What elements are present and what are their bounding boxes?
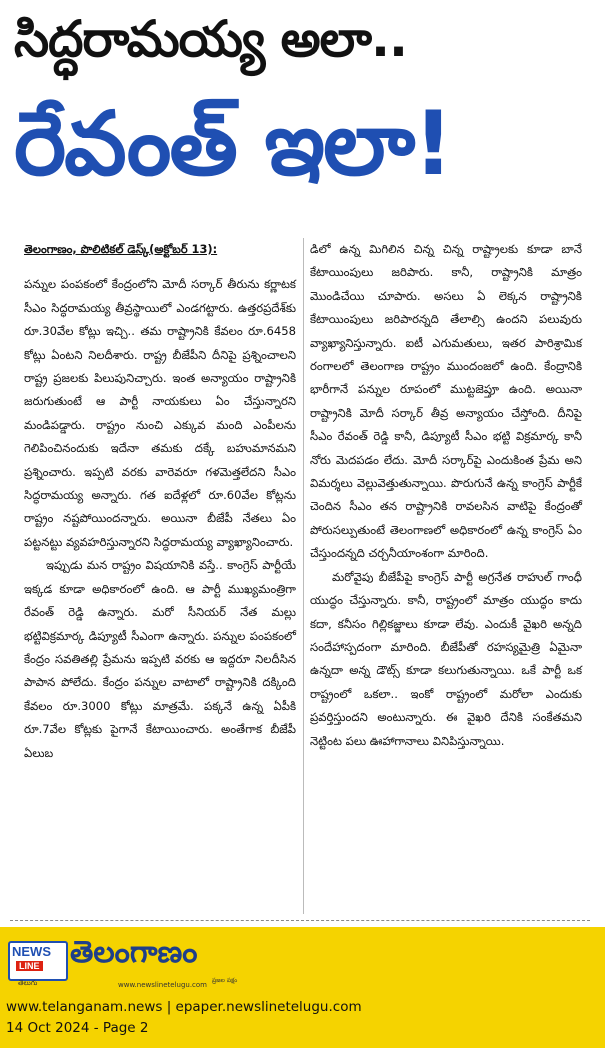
article-column-left xyxy=(24,238,296,765)
column-divider xyxy=(303,238,304,914)
footer-links[interactable]: www.telanganam.news | epaper.newslinetelugu.com xyxy=(6,999,362,1015)
headline-line-1: సిద్ధరామయ్య అలా.. xyxy=(14,10,407,68)
footer-divider xyxy=(10,920,590,921)
article-paragraph: ఇప్పుడు మన రాష్ట్రం విషయానికి వస్తే.. కాంగ్రెస్ పార్టీయే ఇక్కడ కూడా అధికారంలో ఉంది. ఆ పార్టీ ముఖ్యమంత్రిగా రేవంత్ రెడ్డి ఉన్నారు. మరో సీనియర్ నేత మల్లు భట్టివిక్రమార్క డిప్యూటీ సీఎంగా ఉన్నారు. పన్నుల పంపకంలో కేంద్రం సవతితల్లి ప్రేమను ఇప్పటి వరకు ఆ ఇద్దరూ నిలదీసిన పాపాన పోలేదు. కేంద్రం పన్నుల వాటాలో రాష్ట్రానికి దక్కింది కేవలం రూ.3000 కోట్లు మాత్రమే. పక్కనే ఉన్న ఏపీకి రూ.7వేల కోట్లకు పైగానే కేటాయించారు. అంతేగాక బీజేపీ ఏలుబ xyxy=(24,558,296,760)
logo-line-text: LINE xyxy=(16,961,43,971)
footer xyxy=(0,927,605,1048)
date-page-info: 14 Oct 2024 - Page 2 xyxy=(6,1020,149,1036)
newsline-logo xyxy=(8,941,68,981)
logo-news-text: NEWS xyxy=(12,944,51,959)
brand-url[interactable]: www.newslinetelugu.com xyxy=(118,981,207,989)
brand-name: తెలంగాణం xyxy=(70,935,198,970)
article-paragraph: పన్నుల పంపకంలో కేంద్రంలోని మోదీ సర్కార్ తీరును కర్ణాటక సీఎం సిద్ధరామయ్య తీవ్రస్థాయిలో ఎండగట్టారు. ఉత్తరప్రదేశ్‌కు రూ.30వేల కోట్లు ఇచ్చి.. తమ రాష్ట్రానికి కేవలం రూ.6458 కోట్లు ఏంటని నిలదీశారు. రాష్ట్ర బీజేపీని దీనిపై ప్రశ్నించాలని రాష్ట్ర ప్రజలకు పిలుపునిచ్చారు. ఇంత అన్యాయం రాష్ట్రానికి జరుగుతుంటే ఆ పార్టీ నాయకులు ఏం చేస్తున్నారని మండిపడ్డారు. రాష్ట్రం నుంచి ఎక్కువ మంది ఎంపీలను గెలిపించినందుకు ఇదేనా తమకు దక్కే బహుమానమని ప్రశ్నించారు. ఇప్పటి వరకు వారెవరూ గళమెత్తలేదని సీఎం సిద్ధరామయ్య అన్నారు. గత ఐదేళ్లలో రూ.60వేల కోట్లను రాష్ట్రం నష్టపోయిందన్నారు. అయినా బీజేపీ నేతలు ఏం పట్టనట్టు వ్యవహరిస్తున్నారని సిద్ధరామయ్య వ్యాఖ్యానించారు. xyxy=(24,277,296,549)
headline xyxy=(0,0,605,240)
brand-tagline: ప్రజల పక్షం xyxy=(212,977,238,984)
headline-line-2: రేవంత్ ఇలా! xyxy=(14,92,452,195)
dateline: తెలంగాణం, పొలిటికల్ డెస్క్(అక్టోబర్ 13): xyxy=(24,242,218,256)
article-column-right xyxy=(310,238,582,753)
article-paragraph: మరోవైపు బీజేపీపై కాంగ్రెస్ పార్టీ అగ్రనేత రాహుల్ గాంధీ యుద్ధం చేస్తున్నారు. కానీ, రాష్ట్రంలో మాత్రం యుద్ధం కాదు కదా, కనీసం గిల్లికజ్జాలు కూడా లేవు. ఎందుకీ వైఖరి అన్నది సందేహాస్పదంగా మారింది. బీజేపీతో రహస్యమైత్రి ఏమైనా ఉన్నదా అన్న డౌట్స్ కూడా కలుగుతున్నాయి. ఒకే పార్టీ ఒక రాష్ట్రంలో ఒకలా.. ఇంకో రాష్ట్రంలో మరోలా ఎందుకు ప్రవర్తిస్తుందని అంటున్నారు. ఈ వైఖరి దేనికి సంకేతమని నెట్టింట పలు ఊహాగానాలు వినిపిస్తున్నాయి. xyxy=(310,569,582,748)
logo-subtitle: తెలుగు xyxy=(18,979,38,987)
article-paragraph: డిలో ఉన్న మిగిలిన చిన్న చిన్న రాష్ట్రాలకు కూడా బానే కేటాయింపులు జరిపారు. కానీ, రాష్ట్రానికి మాత్రం మొండిచేయి చూపారు. అసలు ఏ లెక్కన రాష్ట్రానికి కేటాయింపులు జరిపారన్నది తేలాల్సి ఉందని పలువురు వ్యాఖ్యానిస్తున్నారు. ఐటీ ఎగుమతులు, ఇతర పారిశ్రామిక రంగాలలో తెలంగాణ రాష్ట్రం ముందంజలో ఉంది. కేంద్రానికి భారీగానే పన్నుల రూపంలో ముట్టజెప్తూ ఉంది. అయినా రాష్ట్రానికి మోదీ సర్కార్ తీవ్ర అన్యాయం చేస్తోంది. దీనిపై సీఎం రేవంత్ రెడ్డి కానీ, డిప్యూటీ సీఎం భట్టి విక్రమార్క కానీ నోరు మెదపడం లేదు. మోదీ సర్కార్‌పై ఎందుకింత ప్రేమ అని విమర్శలు వెల్లువెత్తుతున్నాయి. పొరుగునే ఉన్న కాంగ్రెస్ పార్టీకే చెందిన సీఎం తన రాష్ట్రానికి రావలసిన వాటిపై కేంద్రంతో పోరుసల్పుతుంటే తెలంగాణలో అధికారంలో ఉన్న కాంగ్రెస్ ఏం చేస్తుందన్నది చర్చనీయాంశంగా మారింది. xyxy=(310,242,582,561)
